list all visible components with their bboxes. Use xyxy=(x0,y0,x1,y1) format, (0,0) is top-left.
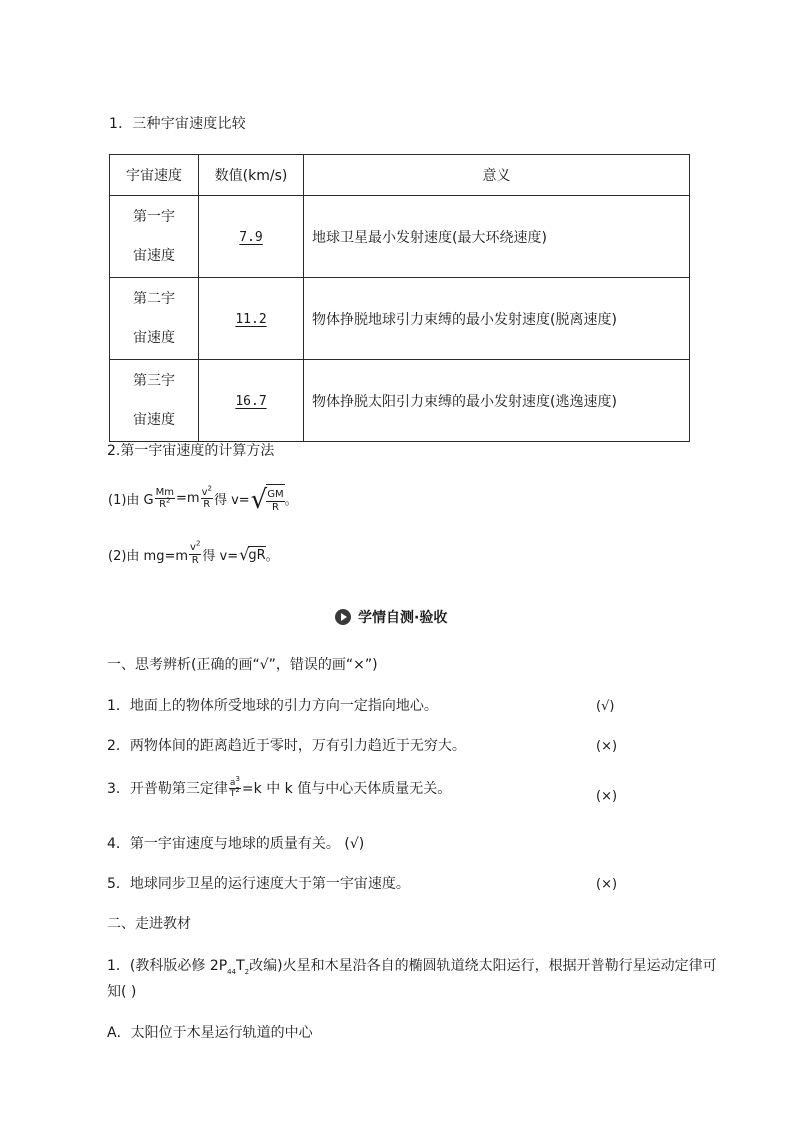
self-test-banner: 学情自测·验收 xyxy=(335,607,447,627)
header-velocity: 宇宙速度 xyxy=(110,155,199,196)
fraction-kepler: $\frac{a^3}{T^2}$ xyxy=(229,775,240,800)
section1-title: 1．三种宇宙速度比较 xyxy=(109,116,246,132)
table-header-row xyxy=(110,155,690,196)
question-1-line-1: 1．(教科版必修 $2P_{44}T_2$改编)火星和木星沿各自的椭圆轨道绕太阳运行，根据开普勒行星运动定律可 xyxy=(107,958,717,976)
option-a: A．太阳位于木星运行轨道的中心 xyxy=(107,1025,313,1041)
velocity-value: 11.2 xyxy=(199,278,304,360)
velocity-meaning: 地球卫星最小发射速度(最大环绕速度) xyxy=(304,196,690,278)
judgement-mark: (√) xyxy=(344,836,365,852)
header-value: 数值(km/s) xyxy=(199,155,304,196)
cosmic-velocity-table xyxy=(109,154,690,442)
part1-title: 一、思考辨析(正确的画“√”，错误的画“×”) xyxy=(107,657,378,673)
judgement-mark: (√) xyxy=(596,699,615,714)
question-1-line-2: 知( ) xyxy=(107,984,137,1000)
play-circle-icon xyxy=(335,609,351,625)
section2-title: 2.第一宇宙速度的计算方法 xyxy=(107,443,275,459)
judgement-item: 3．开普勒第三定律 $\frac{a^3}{T^2}$ =k 中 k 值与中心天体质量无关。 xyxy=(107,775,452,800)
velocity-meaning: 物体挣脱太阳引力束缚的最小发射速度(逃逸速度) xyxy=(304,360,690,442)
velocity-name: 第一宇 宙速度 xyxy=(110,196,199,278)
judgement-item: 5．地球同步卫星的运行速度大于第一宇宙速度。 xyxy=(107,876,410,892)
velocity-value: 16.7 xyxy=(199,360,304,442)
fraction-centripetal: $\frac{v^2}{R}$ xyxy=(201,484,212,510)
judgement-mark: (×) xyxy=(596,739,618,754)
fraction-gravity: $\frac{Mm}{R^2}$ xyxy=(155,486,174,510)
header-meaning: 意义 xyxy=(304,155,690,196)
velocity-value: 7.9 xyxy=(199,196,304,278)
formula-2: (2)由 mg=m $\frac{v^2}{R}$ 得 v= √ gR 。 xyxy=(108,539,279,566)
table-row xyxy=(110,196,690,278)
judgement-mark: (×) xyxy=(596,789,618,804)
table-row xyxy=(110,360,690,442)
judgement-item: 1．地面上的物体所受地球的引力方向一定指向地心。 xyxy=(107,698,438,714)
sqrt-gr: √ gR xyxy=(239,544,266,564)
velocity-name: 第三宇 宙速度 xyxy=(110,360,199,442)
table-row xyxy=(110,278,690,360)
fraction-centripetal: $\frac{v^2}{R}$ xyxy=(190,539,201,566)
judgement-item: 4．第一宇宙速度与地球的质量有关。 (√) xyxy=(107,836,365,852)
judgement-item: 2．两物体间的距离趋近于零时，万有引力趋近于无穷大。 xyxy=(107,738,466,754)
velocity-meaning: 物体挣脱地球引力束缚的最小发射速度(脱离速度) xyxy=(304,278,690,360)
part2-title: 二、走进教材 xyxy=(107,916,191,932)
sqrt-gm-over-r: √ $\frac{GM}{R}$ xyxy=(250,485,284,515)
judgement-mark: (×) xyxy=(596,877,618,892)
formula-1: (1)由 G $\frac{Mm}{R^2}$ =m $\frac{v^2}{R}$ 得 v= √ $\frac{GM}{R}$ 。 xyxy=(108,484,298,515)
velocity-name: 第二宇 宙速度 xyxy=(110,278,199,360)
